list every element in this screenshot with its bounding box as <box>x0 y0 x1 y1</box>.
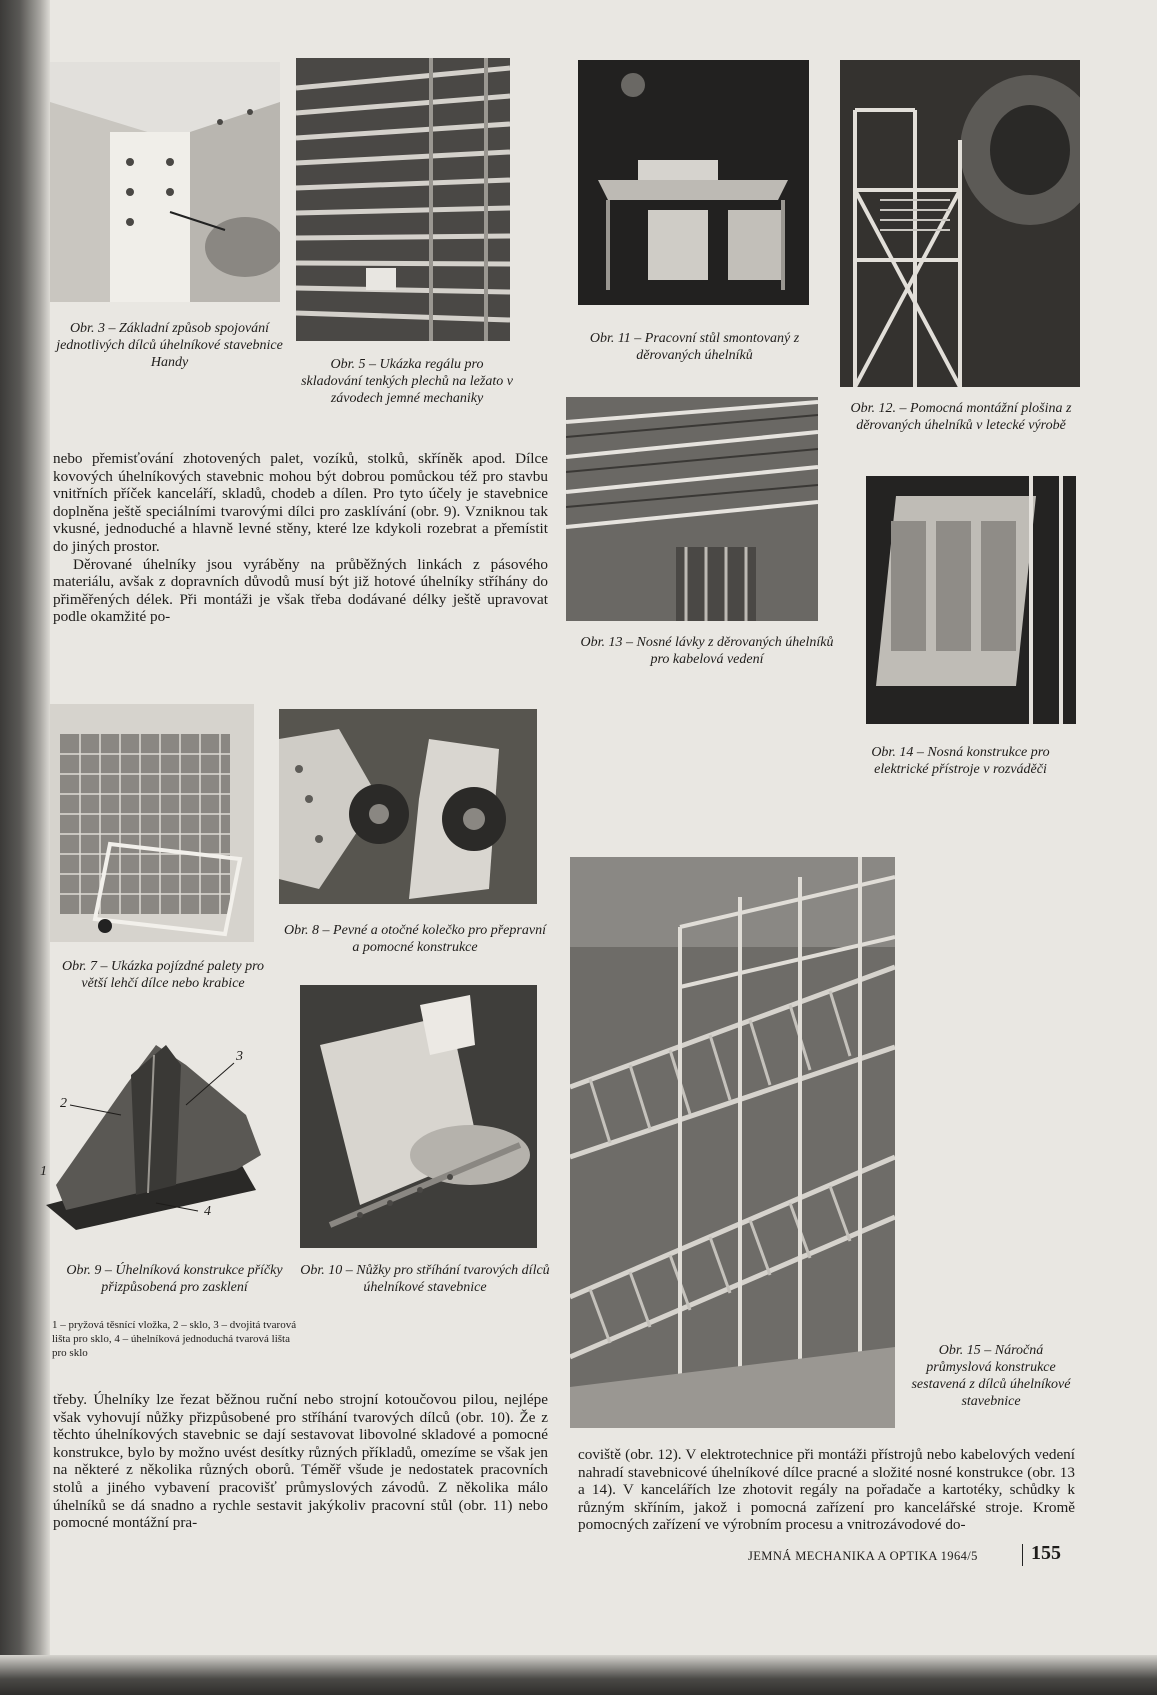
paragraph: třeby. Úhelníky lze řezat běžnou ruční nebo strojní kotoučovou pilou, nejlépe však vyhovují nůžky přizpůsobené pro stříhání tvarových dílců (obr. 10). Že z těchto úhelníkových stavebnic se dají sestavovat libovolné skladové a pomocné konstrukce, bylo by možno uvést desítky různých příkladů, omezíme se však jen na některé z několika různých oborů. Téměř všude je nedostatek pracovních stolů a jiného vybavení pracovišť průmyslových závodů. Z několika málo úhelníků se dá snadno a rychle sestavit jakýkoliv pracovní stůl (obr. 11) nebo pomocné montážní pra- <box>53 1391 548 1532</box>
figure-15-caption: Obr. 15 – Náročná průmyslová konstrukce sestavená z dílců úhelníkové stavebnice <box>911 1343 1071 1409</box>
fig9-label-4: 4 <box>204 1204 211 1219</box>
figure-3-photo <box>50 62 280 302</box>
figure-11-caption: Obr. 11 – Pracovní stůl smontovaný z děrovaných úhelníků <box>589 331 800 363</box>
figure-13-caption: Obr. 13 – Nosné lávky z děrovaných úhelníků pro kabelová vedení <box>580 635 834 667</box>
body-text-lower-left <box>53 1391 548 1532</box>
figure-11-photo <box>578 60 809 305</box>
figure-10-caption: Obr. 10 – Nůžky pro stříhání tvarových dílců úhelníkové stavebnice <box>300 1263 550 1295</box>
figure-3-caption: Obr. 3 – Základní způsob spojování jednotlivých dílců úhelníkové stavebnice Handy <box>56 321 283 370</box>
fig9-label-2: 2 <box>60 1096 67 1111</box>
figure-7-caption: Obr. 7 – Ukázka pojízdné palety pro větší lehčí dílce nebo krabice <box>61 959 265 991</box>
figure-5-caption: Obr. 5 – Ukázka regálu pro skladování tenkých plechů na ležato v závodech jemné mechaniky <box>301 357 513 406</box>
fig9-label-3: 3 <box>236 1049 243 1064</box>
figure-14-caption: Obr. 14 – Nosná konstrukce pro elektrické přístroje v rozváděči <box>871 745 1050 777</box>
journal-footer: JEMNÁ MECHANIKA A OPTIKA 1964/5 <box>748 1549 978 1563</box>
figure-8-caption: Obr. 8 – Pevné a otočné kolečko pro přepravní a pomocné konstrukce <box>284 923 546 955</box>
body-text-lower-right <box>578 1446 1075 1534</box>
figure-12-photo <box>840 60 1080 387</box>
body-text-upper <box>53 450 548 626</box>
paragraph: coviště (obr. 12). V elektrotechnice při montáži přístrojů nebo kabelových vedení nahradí stavebnicové úhelníkové dílce pracné a složité nosné konstrukce (obr. 13 a 14). V kancelářích lze zhotovit regály na pořadače a kartotéky, schůdky k různým skříním, jakož i pomocná zařízení pro kancelářské stroje. Kromě pomocných zařízení ve výrobním procesu a vnitrozávodové do- <box>578 1446 1075 1534</box>
figure-10-photo <box>300 985 537 1248</box>
figure-14-photo <box>866 476 1076 724</box>
book-spine-shadow <box>0 0 50 1695</box>
figure-12-caption: Obr. 12. – Pomocná montážní plošina z děrovaných úhelníků v letecké výrobě <box>850 401 1072 433</box>
figure-9-caption: Obr. 9 – Úhelníková konstrukce příčky přizpůsobená pro zasklení <box>66 1263 283 1295</box>
footer-divider <box>1022 1544 1023 1566</box>
figure-15-photo <box>570 857 895 1428</box>
figure-5-photo <box>296 58 510 341</box>
figure-9-diagram <box>36 1035 280 1235</box>
fig9-label-1: 1 <box>40 1164 47 1179</box>
figure-7-photo <box>50 704 254 942</box>
figure-13-photo <box>566 397 818 621</box>
figure-9-legend: 1 – pryžová těsnící vložka, 2 – sklo, 3 – dvojitá tvarová lišta pro sklo, 4 – úhelníková jednoduchá tvarová lišta pro sklo <box>52 1319 297 1359</box>
paragraph: Děrované úhelníky jsou vyráběny na průběžných linkách z pásového materiálu, avšak z dopravních důvodů musí být již hotové úhelníky stříhány do přiměřených délek. Při montáži je však třeba dodávané délky ještě upravovat podle okamžité po- <box>53 555 548 626</box>
page-number: 155 <box>1031 1542 1061 1564</box>
figure-8-photo <box>279 709 537 904</box>
paragraph: nebo přemisťování zhotovených palet, vozíků, stolků, skříněk apod. Dílce kovových úhelníkových stavebnic mohou být dobrou pomůckou též pro stavbu vnitřních příček kanceláří, skladů, chodeb a dílen. Pro tyto účely je stavebnice doplněna ještě speciálními tvarovými dílci pro zasklívání (obr. 9). Vzniknou tak vkusné, jednoduché a hlavně levné stěny, které lze kdykoli rozebrat a přemístit do jiných prostor. <box>53 450 548 555</box>
scan-bottom-edge <box>0 1655 1157 1695</box>
